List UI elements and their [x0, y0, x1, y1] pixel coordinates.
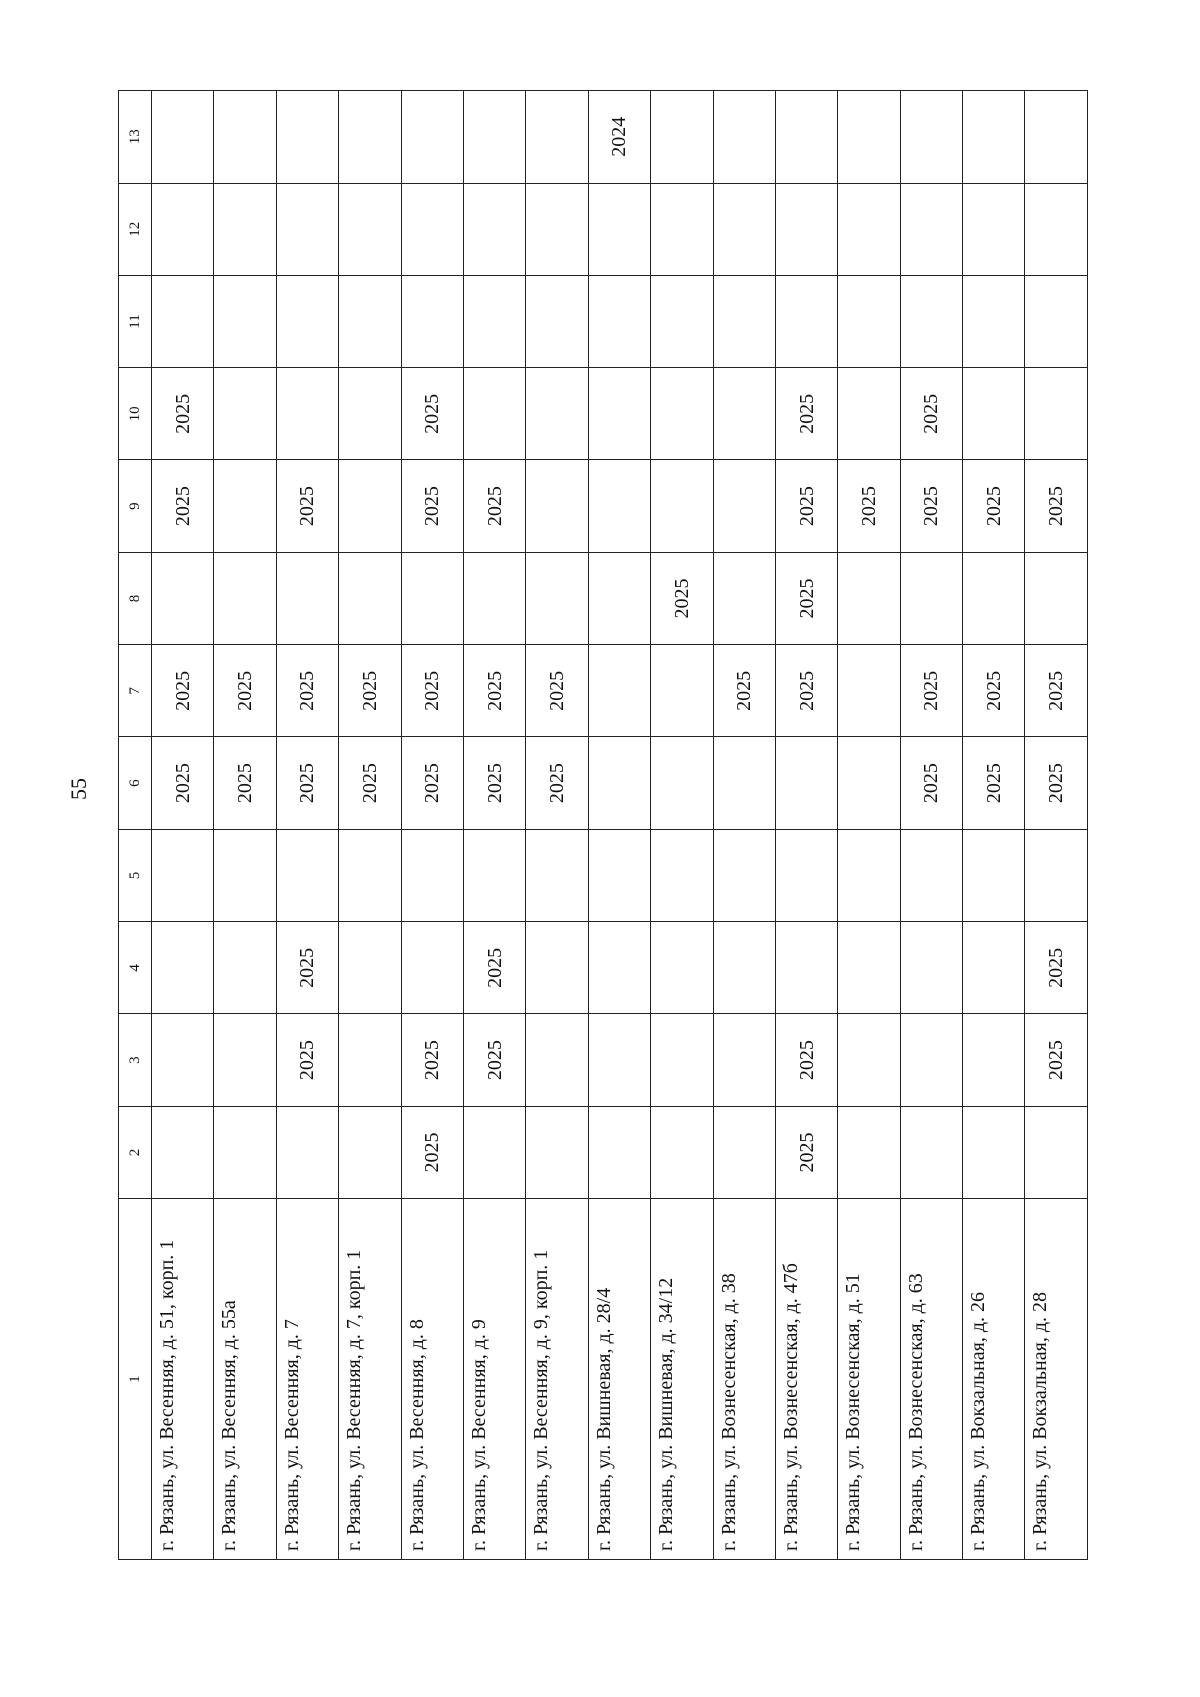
data-table: [118, 90, 1088, 1560]
year-cell: [838, 645, 900, 737]
year-cell: [588, 460, 650, 552]
year-cell: [276, 1106, 338, 1198]
year-cell: 2025: [1025, 737, 1088, 829]
year-cell: [463, 183, 525, 275]
year-cell: [651, 829, 713, 921]
year-cell: 2025: [152, 645, 214, 737]
year-cell: [900, 1014, 962, 1106]
year-cell: [838, 368, 900, 460]
year-cell: 2025: [276, 922, 338, 1014]
year-cell: [276, 829, 338, 921]
table-row: [401, 91, 463, 1560]
year-cell: [276, 552, 338, 644]
address-cell: г. Рязань, ул. Вокзальная, д. 28: [1025, 1199, 1088, 1560]
year-cell: 2025: [463, 460, 525, 552]
year-cell: [526, 368, 588, 460]
year-cell: [214, 275, 276, 367]
year-cell: 2025: [775, 645, 837, 737]
year-cell: [339, 368, 401, 460]
year-cell: [526, 183, 588, 275]
year-cell: [526, 275, 588, 367]
year-cell: [963, 368, 1025, 460]
year-cell: 2025: [152, 460, 214, 552]
year-cell: [526, 460, 588, 552]
year-cell: [713, 829, 775, 921]
table-row: [152, 91, 214, 1560]
address-cell: г. Рязань, ул. Вишневая, д. 28/4: [588, 1199, 650, 1560]
year-cell: 2025: [775, 552, 837, 644]
year-cell: [900, 922, 962, 1014]
year-cell: [214, 829, 276, 921]
column-header-1: 1: [119, 1199, 152, 1560]
year-cell: [339, 183, 401, 275]
year-cell: [463, 368, 525, 460]
column-header-13: 13: [119, 91, 152, 184]
year-cell: [900, 829, 962, 921]
year-cell: [401, 275, 463, 367]
address-cell: г. Рязань, ул. Весенняя, д. 9, корп. 1: [526, 1199, 588, 1560]
year-cell: 2025: [1025, 645, 1088, 737]
year-cell: 2025: [775, 1014, 837, 1106]
year-cell: [276, 275, 338, 367]
year-cell: [588, 183, 650, 275]
year-cell: [963, 91, 1025, 184]
address-cell: г. Рязань, ул. Весенняя, д. 9: [463, 1199, 525, 1560]
table-row: [463, 91, 525, 1560]
year-cell: 2025: [963, 645, 1025, 737]
year-cell: 2025: [963, 737, 1025, 829]
year-cell: [838, 183, 900, 275]
year-cell: [963, 1014, 1025, 1106]
year-cell: [900, 1106, 962, 1198]
column-header-3: 3: [119, 1014, 152, 1106]
year-cell: 2025: [214, 737, 276, 829]
year-cell: [214, 368, 276, 460]
year-cell: 2025: [214, 645, 276, 737]
year-cell: 2025: [963, 460, 1025, 552]
table-row: [588, 91, 650, 1560]
year-cell: [651, 1106, 713, 1198]
year-cell: [651, 645, 713, 737]
year-cell: [526, 1106, 588, 1198]
address-cell: г. Рязань, ул. Весенняя, д. 7, корп. 1: [339, 1199, 401, 1560]
year-cell: [1025, 552, 1088, 644]
column-header-6: 6: [119, 737, 152, 829]
year-cell: [838, 829, 900, 921]
year-cell: [1025, 829, 1088, 921]
year-cell: 2025: [276, 645, 338, 737]
year-cell: [588, 829, 650, 921]
year-cell: [588, 275, 650, 367]
year-cell: [838, 1014, 900, 1106]
column-header-9: 9: [119, 460, 152, 552]
table-row: [339, 91, 401, 1560]
year-cell: 2025: [339, 645, 401, 737]
year-cell: 2025: [276, 737, 338, 829]
year-cell: [713, 737, 775, 829]
year-cell: [651, 183, 713, 275]
year-cell: [651, 1014, 713, 1106]
year-cell: [588, 922, 650, 1014]
year-cell: 2025: [401, 460, 463, 552]
year-cell: [152, 275, 214, 367]
year-cell: [588, 737, 650, 829]
table-row: [963, 91, 1025, 1560]
year-cell: [838, 552, 900, 644]
year-cell: 2025: [775, 368, 837, 460]
year-cell: [526, 922, 588, 1014]
column-header-5: 5: [119, 829, 152, 921]
year-cell: [214, 460, 276, 552]
year-cell: 2025: [526, 737, 588, 829]
year-cell: [775, 922, 837, 1014]
year-cell: [214, 1014, 276, 1106]
year-cell: [588, 368, 650, 460]
year-cell: [1025, 183, 1088, 275]
address-cell: г. Рязань, ул. Весенняя, д. 7: [276, 1199, 338, 1560]
year-cell: [339, 1106, 401, 1198]
year-cell: 2025: [900, 737, 962, 829]
year-cell: [1025, 275, 1088, 367]
year-cell: [900, 183, 962, 275]
table-row: [276, 91, 338, 1560]
year-cell: [152, 1014, 214, 1106]
year-cell: [1025, 368, 1088, 460]
year-cell: 2025: [900, 645, 962, 737]
column-header-2: 2: [119, 1106, 152, 1198]
year-cell: [276, 368, 338, 460]
year-cell: [463, 552, 525, 644]
column-header-8: 8: [119, 552, 152, 644]
year-cell: 2025: [401, 1014, 463, 1106]
year-cell: [526, 91, 588, 184]
table-row: [651, 91, 713, 1560]
address-cell: г. Рязань, ул. Вознесенская, д. 63: [900, 1199, 962, 1560]
year-cell: [214, 183, 276, 275]
year-cell: [838, 275, 900, 367]
year-cell: [713, 1106, 775, 1198]
year-cell: [1025, 91, 1088, 184]
year-cell: 2025: [900, 460, 962, 552]
header-row: [119, 91, 152, 1560]
year-cell: [775, 183, 837, 275]
year-cell: [339, 91, 401, 184]
year-cell: [651, 922, 713, 1014]
year-cell: [775, 275, 837, 367]
table-row: [838, 91, 900, 1560]
year-cell: 2025: [463, 737, 525, 829]
year-cell: [713, 922, 775, 1014]
year-cell: 2025: [651, 552, 713, 644]
year-cell: [775, 737, 837, 829]
column-header-4: 4: [119, 922, 152, 1014]
year-cell: [651, 737, 713, 829]
year-cell: [838, 1106, 900, 1198]
year-cell: [339, 275, 401, 367]
year-cell: [963, 1106, 1025, 1198]
page-number: 55: [66, 778, 91, 800]
year-cell: [651, 275, 713, 367]
year-cell: [588, 1014, 650, 1106]
year-cell: 2025: [401, 368, 463, 460]
table-row: [900, 91, 962, 1560]
year-cell: [152, 183, 214, 275]
table-body: [152, 91, 1088, 1560]
year-cell: [838, 91, 900, 184]
year-cell: [651, 368, 713, 460]
year-cell: [152, 552, 214, 644]
year-cell: 2025: [1025, 460, 1088, 552]
column-header-12: 12: [119, 183, 152, 275]
year-cell: 2025: [463, 922, 525, 1014]
year-cell: [463, 275, 525, 367]
year-cell: [651, 460, 713, 552]
year-cell: [775, 91, 837, 184]
year-cell: 2025: [463, 645, 525, 737]
year-cell: [339, 922, 401, 1014]
address-cell: г. Рязань, ул. Вишневая, д. 34/12: [651, 1199, 713, 1560]
year-cell: [713, 368, 775, 460]
year-cell: 2025: [463, 1014, 525, 1106]
year-cell: [526, 552, 588, 644]
column-header-7: 7: [119, 645, 152, 737]
year-cell: [401, 922, 463, 1014]
year-cell: 2025: [838, 460, 900, 552]
address-cell: г. Рязань, ул. Весенняя, д. 8: [401, 1199, 463, 1560]
year-cell: [339, 460, 401, 552]
year-cell: [401, 91, 463, 184]
year-cell: 2025: [401, 737, 463, 829]
year-cell: 2025: [900, 368, 962, 460]
year-cell: [339, 552, 401, 644]
year-cell: [526, 1014, 588, 1106]
year-cell: [900, 552, 962, 644]
year-cell: 2025: [152, 368, 214, 460]
year-cell: [463, 1106, 525, 1198]
table-row: [1025, 91, 1088, 1560]
year-cell: [900, 91, 962, 184]
year-cell: [152, 91, 214, 184]
year-cell: [713, 91, 775, 184]
address-cell: г. Рязань, ул. Вознесенская, д. 38: [713, 1199, 775, 1560]
year-cell: [588, 1106, 650, 1198]
year-cell: [713, 460, 775, 552]
year-cell: [588, 645, 650, 737]
year-cell: 2025: [1025, 922, 1088, 1014]
year-cell: [152, 1106, 214, 1198]
year-cell: [588, 552, 650, 644]
year-cell: [713, 275, 775, 367]
year-cell: 2025: [339, 737, 401, 829]
year-cell: 2024: [588, 91, 650, 184]
year-cell: [339, 829, 401, 921]
year-cell: [713, 183, 775, 275]
address-cell: г. Рязань, ул. Вокзальная, д. 26: [963, 1199, 1025, 1560]
year-cell: [214, 922, 276, 1014]
year-cell: [401, 183, 463, 275]
column-header-10: 10: [119, 368, 152, 460]
table-row: [775, 91, 837, 1560]
year-cell: [214, 1106, 276, 1198]
address-cell: г. Рязань, ул. Весенняя, д. 55а: [214, 1199, 276, 1560]
year-cell: 2025: [775, 1106, 837, 1198]
year-cell: [526, 829, 588, 921]
year-cell: [775, 829, 837, 921]
rotated-table-container: [118, 90, 1088, 1560]
address-cell: г. Рязань, ул. Вознесенская, д. 47б: [775, 1199, 837, 1560]
year-cell: [963, 183, 1025, 275]
year-cell: 2025: [276, 460, 338, 552]
year-cell: 2025: [401, 645, 463, 737]
year-cell: [276, 183, 338, 275]
year-cell: [214, 552, 276, 644]
year-cell: [651, 91, 713, 184]
table-row: [713, 91, 775, 1560]
year-cell: 2025: [1025, 1014, 1088, 1106]
year-cell: [214, 91, 276, 184]
year-cell: 2025: [276, 1014, 338, 1106]
year-cell: [152, 829, 214, 921]
year-cell: [463, 829, 525, 921]
year-cell: [339, 1014, 401, 1106]
column-header-11: 11: [119, 275, 152, 367]
year-cell: [838, 922, 900, 1014]
year-cell: [276, 91, 338, 184]
year-cell: [713, 1014, 775, 1106]
year-cell: 2025: [152, 737, 214, 829]
year-cell: [1025, 1106, 1088, 1198]
year-cell: [963, 552, 1025, 644]
year-cell: 2025: [401, 1106, 463, 1198]
year-cell: [401, 829, 463, 921]
year-cell: [152, 922, 214, 1014]
year-cell: [838, 737, 900, 829]
year-cell: [401, 552, 463, 644]
year-cell: [713, 552, 775, 644]
table-row: [214, 91, 276, 1560]
address-cell: г. Рязань, ул. Весенняя, д. 51, корп. 1: [152, 1199, 214, 1560]
year-cell: 2025: [775, 460, 837, 552]
address-cell: г. Рязань, ул. Вознесенская, д. 51: [838, 1199, 900, 1560]
year-cell: 2025: [526, 645, 588, 737]
year-cell: 2025: [713, 645, 775, 737]
year-cell: [900, 275, 962, 367]
year-cell: [963, 829, 1025, 921]
year-cell: [463, 91, 525, 184]
table-row: [526, 91, 588, 1560]
year-cell: [963, 275, 1025, 367]
year-cell: [963, 922, 1025, 1014]
